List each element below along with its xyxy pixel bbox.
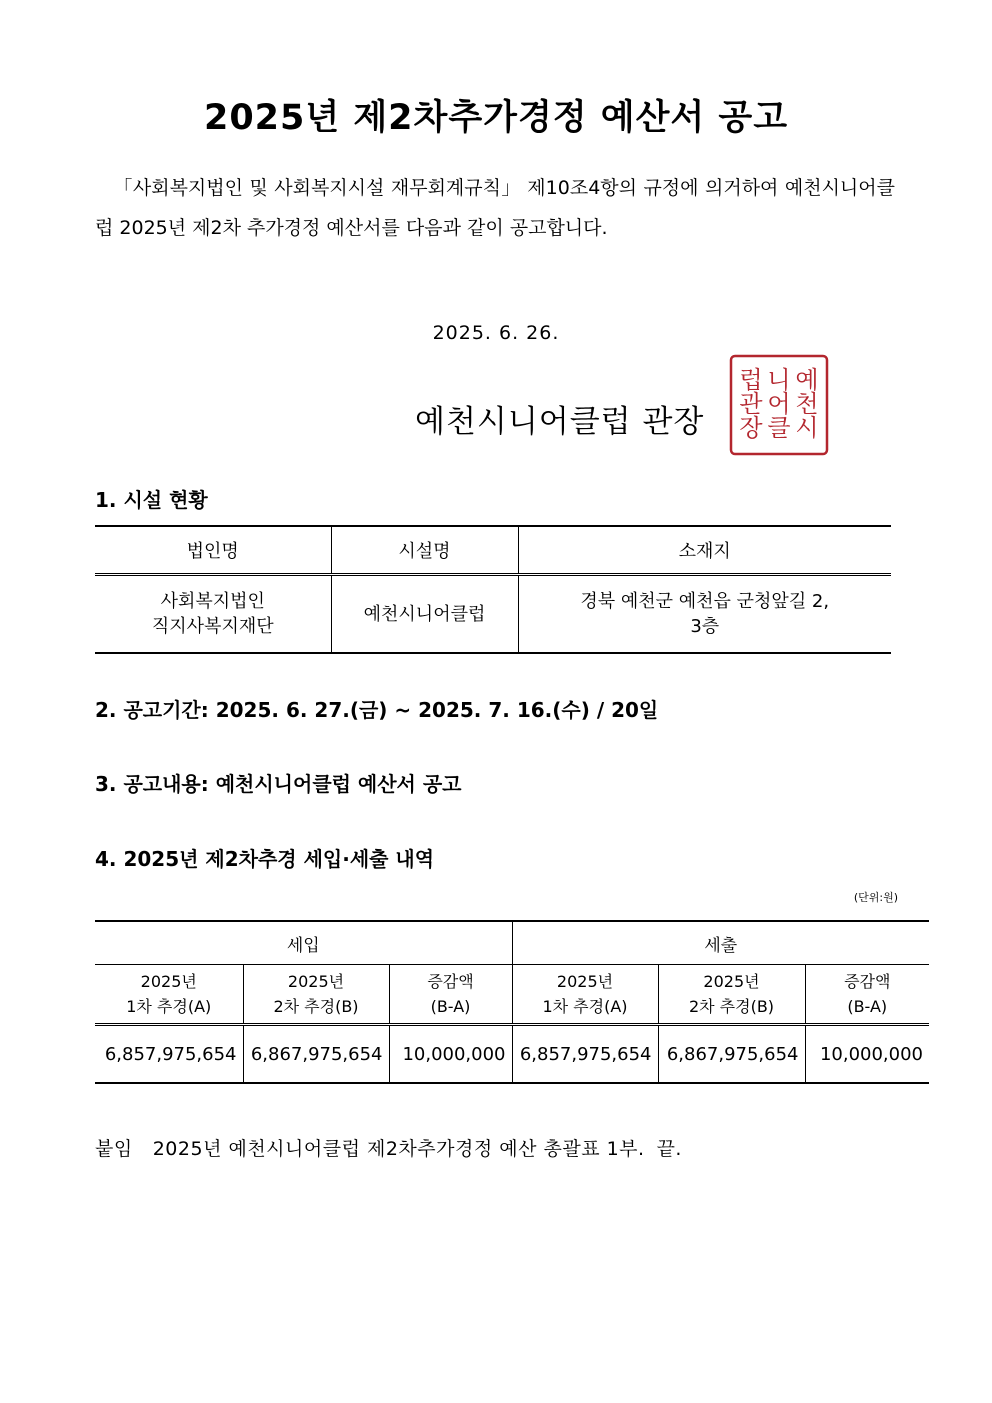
- address-line2: 3층: [690, 616, 720, 637]
- corp-line1: 사회복지법인: [160, 591, 265, 612]
- address-line1: 경북 예천군 예천읍 군청앞길 2,: [580, 591, 830, 612]
- seal-glyph: 천: [795, 390, 819, 418]
- subheader-line2: 2차 추경(B): [688, 997, 775, 1016]
- section4-heading: 4. 2025년 제2차추경 세입·세출 내역: [95, 847, 435, 871]
- seal-glyph: 니: [767, 366, 791, 394]
- subheader-line1: 증감액: [844, 972, 891, 991]
- subheader-line2: 2차 추경(B): [273, 997, 359, 1016]
- value-rev-diff: 10,000,000: [389, 1025, 512, 1084]
- official-seal: [727, 352, 831, 458]
- subheader-line2: 1차 추경(A): [126, 997, 212, 1016]
- cell-location: [518, 575, 891, 654]
- header-corp-name: 법인명: [95, 526, 331, 575]
- subheader-line1: 2025년: [556, 972, 614, 991]
- group-expenditure: 세출: [512, 921, 929, 965]
- value-exp-1st: 6,857,975,654: [512, 1025, 658, 1084]
- subheader-line1: 2025년: [287, 972, 345, 991]
- attachment-note: [95, 1134, 682, 1161]
- subheader-rev-2nd: [243, 965, 389, 1025]
- subheader-line2: (B-A): [847, 997, 888, 1016]
- intro-paragraph: [95, 168, 895, 248]
- notice-date: 2025. 6. 26.: [432, 322, 560, 344]
- document-title: 2025년 제2차추가경정 예산서 공고: [203, 98, 789, 138]
- subheader-exp-2nd: [658, 965, 805, 1025]
- section3-heading: 3. 공고내용: 예천시니어클럽 예산서 공고: [95, 772, 462, 796]
- subheader-rev-diff: [389, 965, 512, 1025]
- signatory: 예천시니어클럽 관장: [415, 404, 705, 440]
- value-rev-1st: 6,857,975,654: [95, 1025, 243, 1084]
- seal-glyph: 어: [767, 390, 791, 418]
- subheader-line2: 1차 추경(A): [542, 997, 628, 1016]
- attachment-text: 2025년 예천시니어클럽 제2차추가경정 예산 총괄표 1부.: [152, 1138, 645, 1160]
- seal-glyph: 클: [767, 414, 791, 442]
- seal-glyph: 예: [795, 366, 819, 394]
- subheader-line1: 증감액: [427, 972, 474, 991]
- value-rev-2nd: 6,867,975,654: [243, 1025, 389, 1084]
- section1-heading: 1. 시설 현황: [95, 488, 208, 512]
- table-row: [95, 575, 891, 654]
- cell-corp-name: [95, 575, 331, 654]
- budget-table: [95, 920, 929, 1084]
- subheader-line2: (B-A): [430, 997, 471, 1016]
- seal-glyph: 장: [739, 414, 763, 442]
- header-facility-name: 시설명: [331, 526, 518, 575]
- value-exp-diff: 10,000,000: [805, 1025, 929, 1084]
- subheader-exp-diff: [805, 965, 929, 1025]
- subheader-exp-1st: [512, 965, 658, 1025]
- end-mark: 끝.: [656, 1138, 682, 1160]
- corp-line2: 직지사복지재단: [151, 616, 274, 637]
- section2-heading: 2. 공고기간: 2025. 6. 27.(금) ~ 2025. 7. 16.(수) / 20일: [95, 698, 659, 722]
- intro-text: 「사회복지법인 및 사회복지시설 재무회계규칙」 제10조4항의 규정에 의거하여 예천시니어클럽 2025년 제2차 추가경정 예산서를 다음과 같이 공고합니다.: [95, 177, 895, 239]
- seal-glyph: 럽: [739, 366, 763, 394]
- value-exp-2nd: 6,867,975,654: [658, 1025, 805, 1084]
- group-revenue: 세입: [95, 921, 512, 965]
- table-row: [95, 1025, 929, 1084]
- facility-table: [95, 525, 891, 654]
- cell-facility-name: 예천시니어클럽: [331, 575, 518, 654]
- unit-label: (단위:원): [853, 891, 898, 904]
- seal-glyph: 시: [795, 414, 819, 442]
- seal-glyph: 관: [739, 390, 763, 418]
- subheader-line1: 2025년: [140, 972, 197, 991]
- subheader-rev-1st: [95, 965, 243, 1025]
- subheader-line1: 2025년: [703, 972, 760, 991]
- header-location: 소재지: [518, 526, 891, 575]
- attachment-label: 붙임: [95, 1138, 133, 1160]
